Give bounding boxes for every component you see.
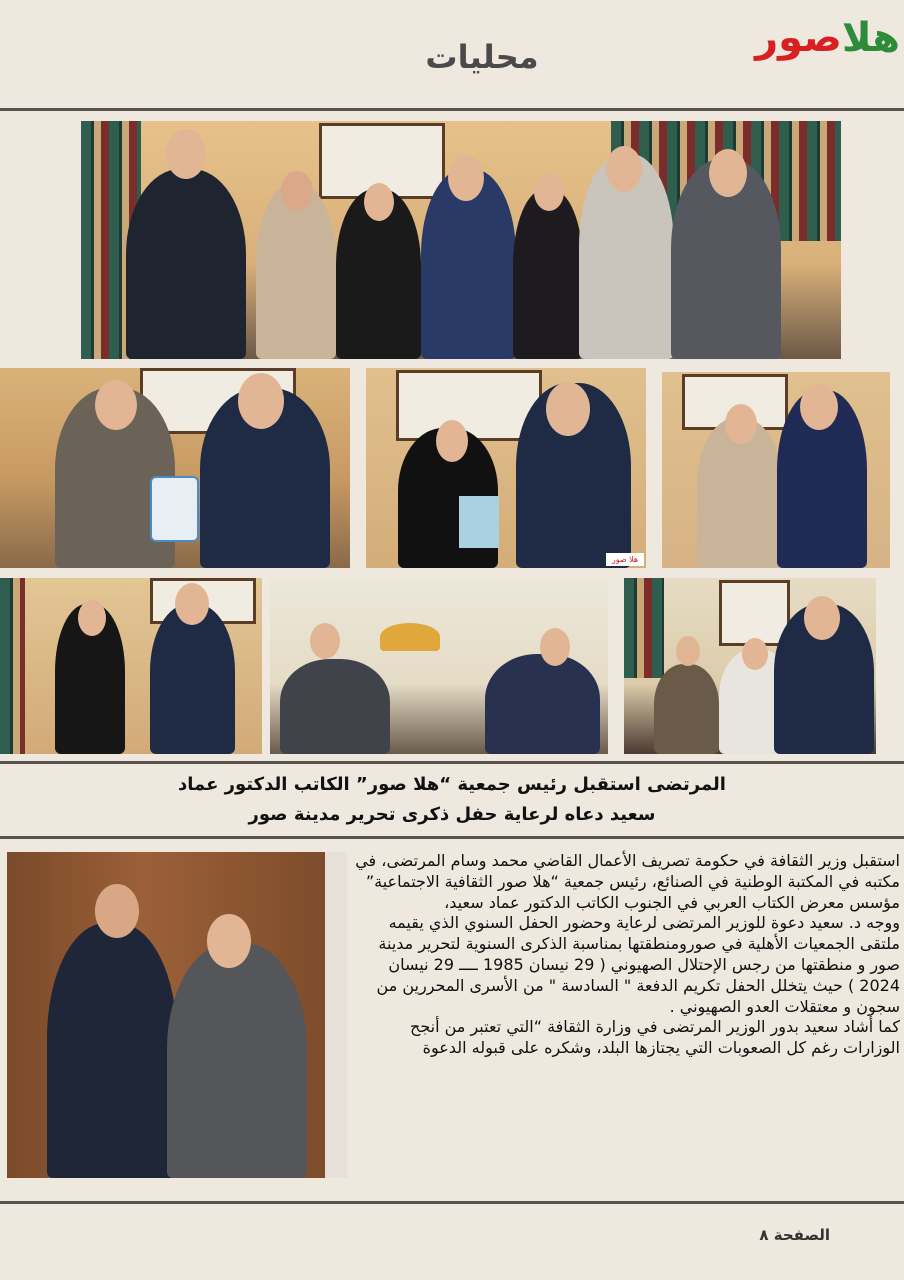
logo-part-2: صور (755, 15, 842, 61)
article-body (352, 851, 900, 1196)
group-photo (81, 121, 841, 359)
award-photo-2 (366, 368, 646, 568)
award-plaque (150, 476, 199, 542)
headline-line-1: المرتضى استقبل رئيس جمعية “هلا صور” الكاتب الدكتور عماد (178, 774, 726, 795)
logo-part-1: هلا (841, 15, 900, 61)
caption-top-divider (0, 761, 904, 764)
portrait-photo (7, 852, 347, 1178)
header-divider (0, 108, 904, 111)
meeting-photo-2 (624, 578, 876, 754)
page-header (0, 0, 904, 110)
headline-line-2: سعيد دعاه لرعاية حفل ذكرى تحرير مدينة صور (248, 804, 656, 825)
table-lamp (380, 623, 440, 651)
footer-divider (0, 1201, 904, 1204)
book-cover (459, 496, 499, 548)
news-headline (80, 770, 824, 830)
article-paragraph-1: استقبل وزير الثقافة في حكومة تصريف الأعمال القاضي محمد وسام المرتضى، في مكتبه في المكتبة الوطنية في الصنائع، رئيس جمعية “هلا صور الثقافية الاجتماعية” مؤسس معرض الكتاب العربي في الجنوب الكاتب الدكتور عماد سعيد، (355, 851, 900, 912)
caption-bottom-divider (0, 836, 904, 839)
section-title: محليات (425, 38, 539, 76)
article-paragraph-3: كما أشاد سعيد بدور الوزير المرتضى في وزارة الثقافة “التي تعتبر من أنجح الوزارات رغم كل الصعوبات التي يجتازها البلد، وشكره على قبوله الدعوة (409, 1017, 900, 1058)
award-photo-1 (0, 368, 350, 568)
award-photo-3 (662, 372, 890, 568)
page-number: الصفحة ٨ (759, 1226, 830, 1244)
watermark-logo: هلا صور (606, 553, 644, 566)
award-photo-4 (0, 578, 262, 754)
meeting-photo-1 (270, 578, 608, 754)
article-paragraph-2: ووجه د. سعيد دعوة للوزير المرتضى لرعاية وحضور الحفل السنوي الذي يقيمه ملتقى الجمعيات الأهلية في صورومنطقتها بمناسبة الذكرى السنوية لتحرير مدينة صور و منطقتها من رجس الإحتلال الصهيوني ( 29 نيسان 1985 ــــ 29 نيسان 2024 ) حيث يتخلل الحفل تكريم الدفعة " السادسة " من الأسرى المحررين من سجون و معتقلات العدو الصهيوني . (376, 913, 900, 1016)
hala-sour-logo (748, 6, 900, 70)
